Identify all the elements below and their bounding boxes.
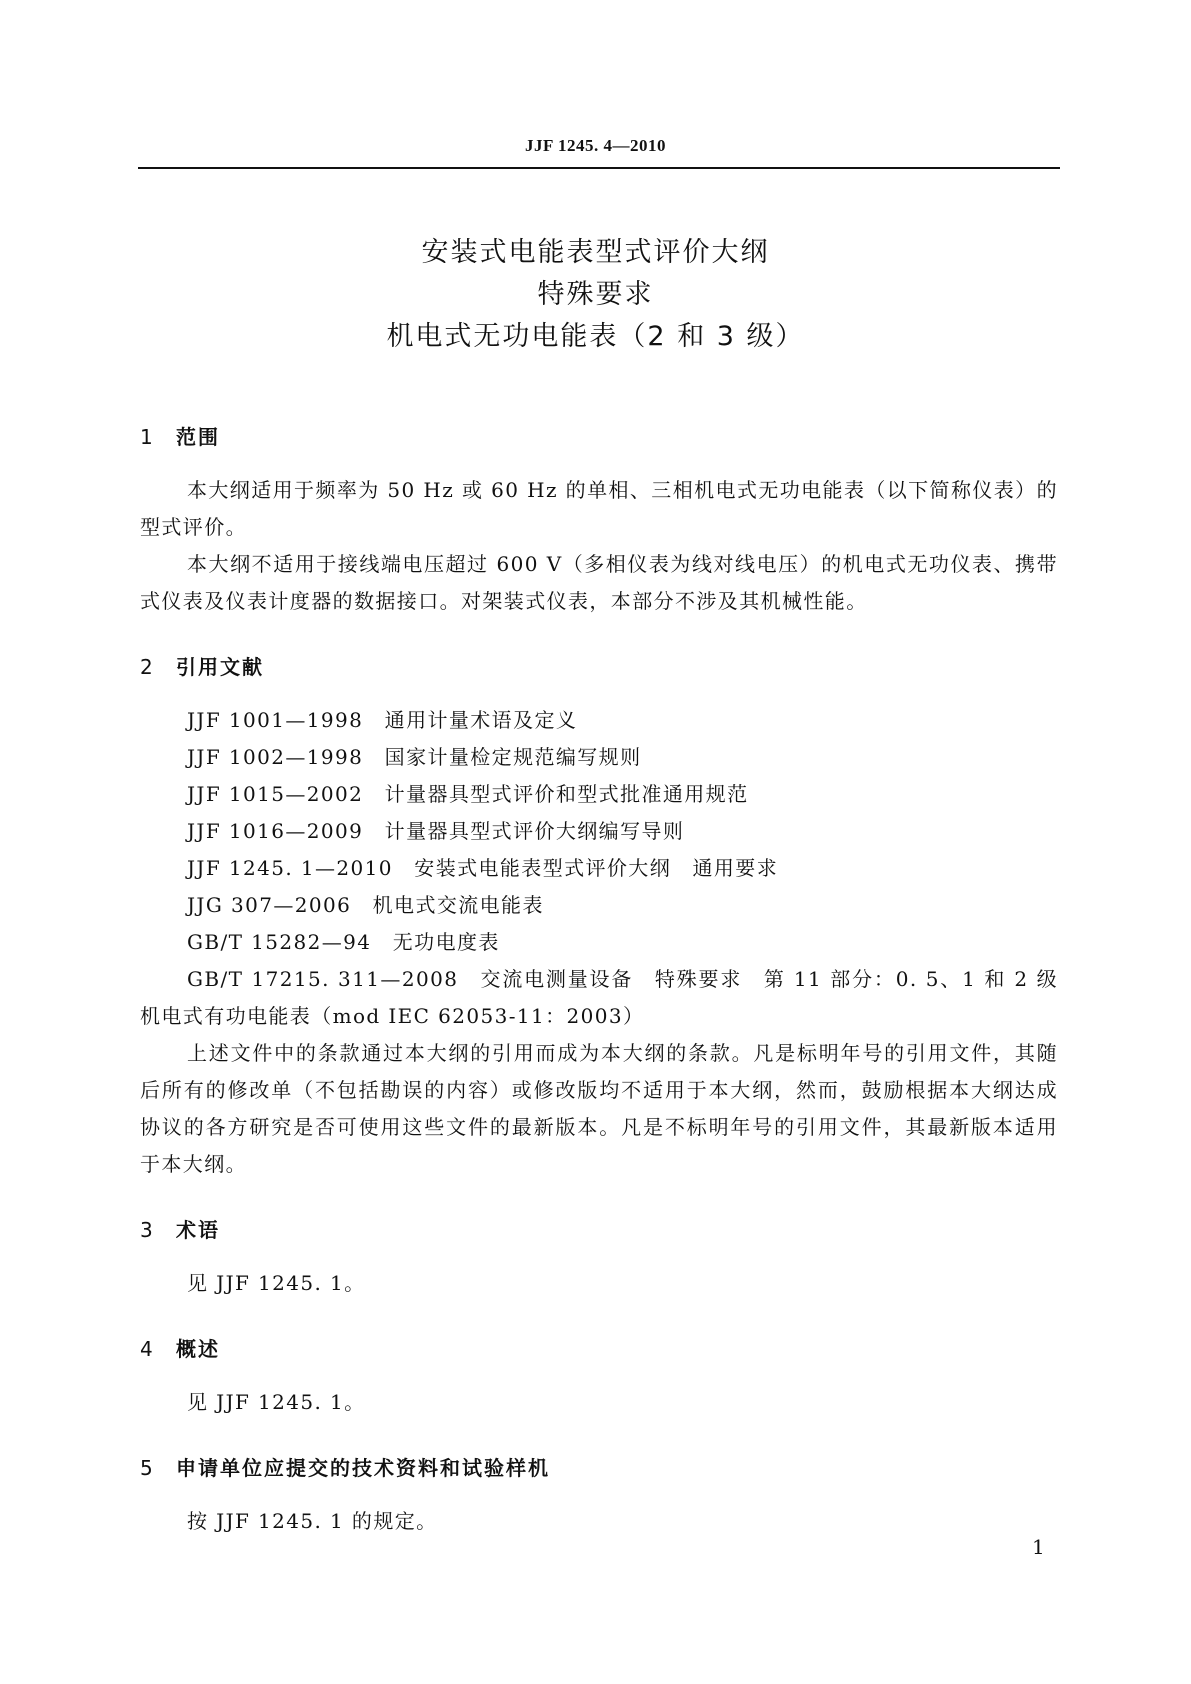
reference-item: GB/T 17215. 311—2008 交流电测量设备 特殊要求 第 11 部分：0. 5、1 和 2 级机电式有功电能表（mod IEC 62053-11：2003） [140, 967, 1058, 1028]
section-number: 5 [140, 1456, 155, 1480]
paragraph: 见 JJF 1245. 1。 [187, 1390, 366, 1414]
document-title [0, 232, 1191, 358]
header-divider [138, 167, 1060, 169]
section-title: 引用文献 [176, 655, 264, 679]
section-number: 1 [140, 425, 155, 449]
paragraph: 上述文件中的条款通过本大纲的引用而成为本大纲的条款。凡是标明年号的引用文件，其随后所有的修改单（不包括勘误的内容）或修改版均不适用于本大纲，然而，鼓励根据本大纲达成协议的各方研究是否可使用这些文件的最新版本。凡是不标明年号的引用文件，其最新版本适用于本大纲。 [140, 1041, 1058, 1176]
reference-item: JJF 1245. 1—2010 安装式电能表型式评价大纲 通用要求 [187, 856, 779, 880]
section-heading-submissions [140, 1453, 1058, 1483]
reference-item: JJF 1001—1998 通用计量术语及定义 [187, 708, 578, 732]
section-heading-terms [140, 1215, 1058, 1245]
reference-item: JJF 1015—2002 计量器具型式评价和型式批准通用规范 [187, 782, 749, 806]
title-line-2: 特殊要求 [537, 279, 654, 310]
section-heading-references [140, 652, 1058, 682]
section-title: 术语 [176, 1218, 220, 1242]
paragraph: 按 JJF 1245. 1 的规定。 [187, 1509, 438, 1533]
paragraph: 本大纲适用于频率为 50 Hz 或 60 Hz 的单相、三相机电式无功电能表（以下简称仪表）的型式评价。 [140, 478, 1058, 539]
document-body [140, 422, 1058, 1540]
reference-item: JJF 1016—2009 计量器具型式评价大纲编写导则 [187, 819, 685, 843]
section-title: 概述 [176, 1337, 220, 1361]
section-number: 4 [140, 1337, 155, 1361]
section-heading-scope [140, 422, 1058, 452]
section-heading-overview [140, 1334, 1058, 1364]
reference-item: JJF 1002—1998 国家计量检定规范编写规则 [187, 745, 642, 769]
paragraph: 本大纲不适用于接线端电压超过 600 V（多相仪表为线对线电压）的机电式无功仪表、携带式仪表及仪表计度器的数据接口。对架装式仪表，本部分不涉及其机械性能。 [140, 552, 1058, 613]
reference-item: GB/T 15282—94 无功电度表 [187, 930, 500, 954]
section-number: 3 [140, 1218, 155, 1242]
section-title: 申请单位应提交的技术资料和试验样机 [176, 1456, 550, 1480]
section-number: 2 [140, 655, 155, 679]
title-line-3: 机电式无功电能表（2 和 3 级） [386, 321, 805, 352]
title-line-1: 安装式电能表型式评价大纲 [421, 237, 770, 268]
reference-item: JJG 307—2006 机电式交流电能表 [187, 893, 544, 917]
section-title: 范围 [176, 425, 220, 449]
paragraph: 见 JJF 1245. 1。 [187, 1271, 366, 1295]
page-number: 1 [1032, 1535, 1045, 1559]
document-code-header: JJF 1245. 4—2010 [524, 136, 666, 155]
